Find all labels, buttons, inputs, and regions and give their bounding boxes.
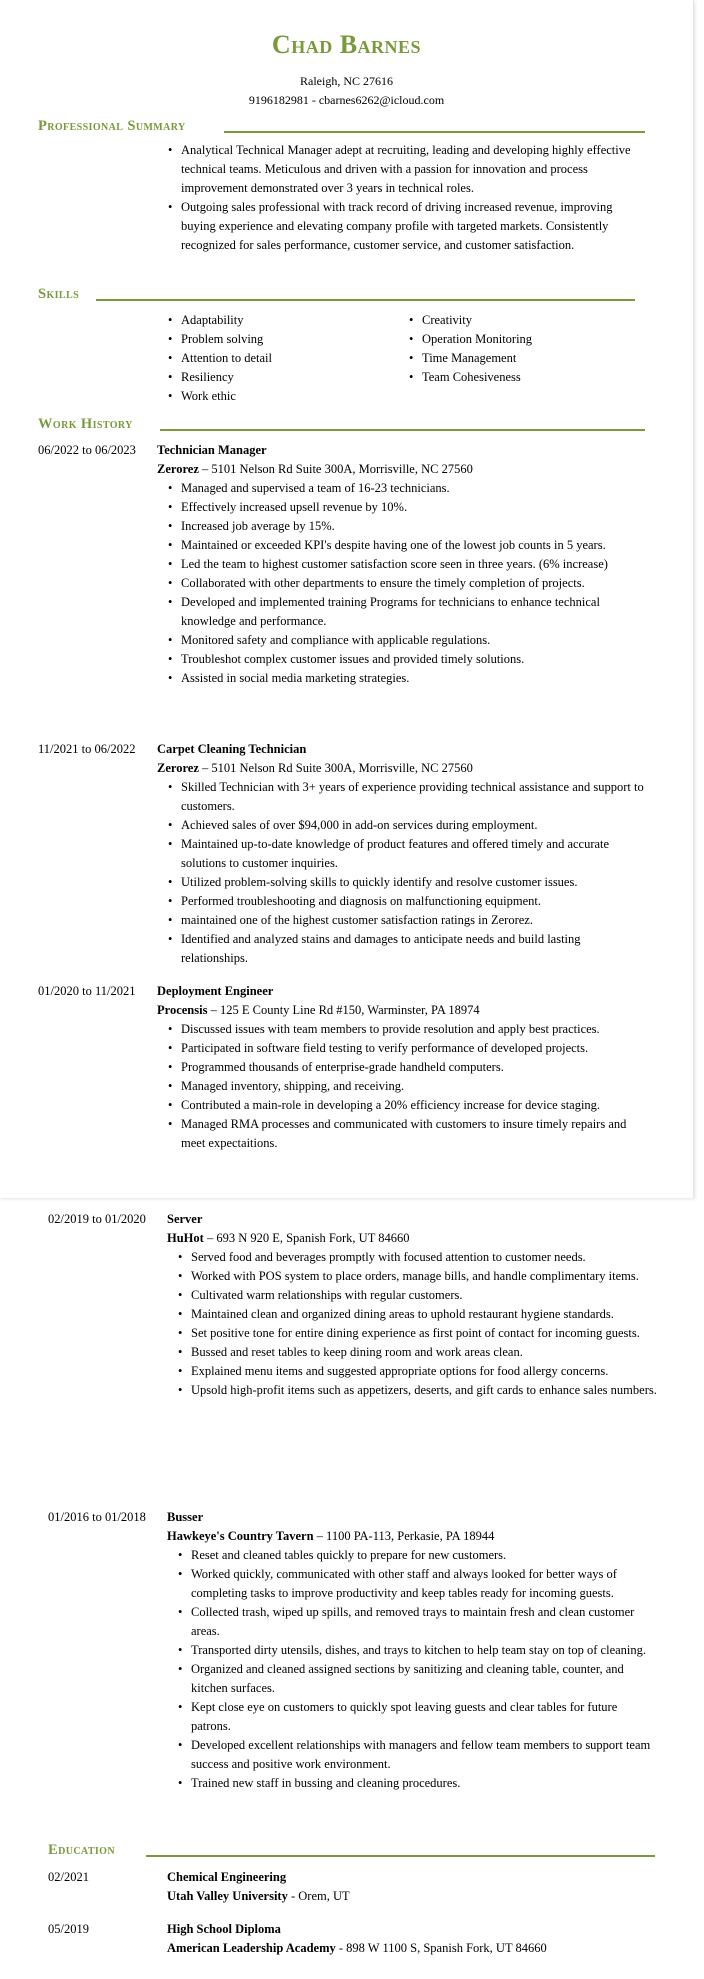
skill-item: • Operation Monitoring xyxy=(406,330,646,349)
contact-line xyxy=(0,91,693,110)
job-bullet: • Trained new staff in bussing and cleaning procedures. xyxy=(175,1774,657,1793)
job-employer xyxy=(157,759,647,778)
education-institution xyxy=(167,1887,657,1906)
skills-column-2 xyxy=(406,311,646,387)
skills-section-header xyxy=(38,286,635,306)
education-entry xyxy=(167,1868,657,1906)
skills-column-1 xyxy=(165,311,405,406)
job-entry xyxy=(167,1508,657,1793)
job-bullet: • Monitored safety and compliance with applicable regulations. xyxy=(165,631,647,650)
job-company: Hawkeye's Country Tavern xyxy=(167,1529,314,1543)
summary-section-header xyxy=(38,118,645,138)
job-dates: 02/2019 to 01/2020 xyxy=(48,1212,146,1226)
skill-item: • Resiliency xyxy=(165,368,405,387)
job-bullet: • Collected trash, wiped up spills, and removed trays to maintain fresh and clean customer areas. xyxy=(175,1603,657,1641)
job-bullet: • Upsold high-profit items such as appetizers, deserts, and gift cards to enhance sales numbers. xyxy=(175,1381,657,1400)
education-school: American Leadership Academy xyxy=(167,1941,336,1955)
job-bullet: • Discussed issues with team members to provide resolution and apply best practices. xyxy=(165,1020,647,1039)
contact-location: Raleigh, NC 27616 xyxy=(300,74,393,88)
job-company: HuHot xyxy=(167,1231,204,1245)
job-title: Busser xyxy=(167,1510,204,1524)
job-bullet: • Transported dirty utensils, dishes, and trays to kitchen to help team stay on top of cleaning. xyxy=(175,1641,657,1660)
summary-item: • Outgoing sales professional with track record of driving increased revenue, improving buying experience and elevating company profile with targeted markets. Consistently recognized for sales performance, customer service, and customer satisfaction. xyxy=(165,198,650,255)
education-date: 05/2019 xyxy=(48,1922,89,1936)
job-company: Zerorez xyxy=(157,761,199,775)
job-bullet: • Developed and implemented training Programs for technicians to enhance technical knowledge and performance. xyxy=(165,593,647,631)
job-bullet: • Effectively increased upsell revenue by 10%. xyxy=(165,498,647,517)
section-divider xyxy=(146,1855,655,1857)
job-bullet: • Maintained clean and organized dining areas to uphold restaurant hygiene standards. xyxy=(175,1305,657,1324)
job-title: Carpet Cleaning Technician xyxy=(157,742,307,756)
job-bullet: • Managed and supervised a team of 16-23 technicians. xyxy=(165,479,647,498)
section-divider xyxy=(96,299,635,301)
job-bullet: • Served food and beverages promptly with focused attention to customer needs. xyxy=(175,1248,657,1267)
job-bullet: • Kept close eye on customers to quickly spot leaving guests and clear tables for future patrons. xyxy=(175,1698,657,1736)
job-bullet: • maintained one of the highest customer satisfaction ratings in Zerorez. xyxy=(165,911,647,930)
job-bullet: • Explained menu items and suggested appropriate options for food allergy concerns. xyxy=(175,1362,657,1381)
job-bullet: • Utilized problem-solving skills to quickly identify and resolve customer issues. xyxy=(165,873,647,892)
candidate-name: Chad Barnes xyxy=(271,30,422,59)
job-bullet: • Cultivated warm relationships with regular customers. xyxy=(175,1286,657,1305)
job-title: Deployment Engineer xyxy=(157,984,274,998)
skill-item: • Attention to detail xyxy=(165,349,405,368)
job-bullet: • Increased job average by 15%. xyxy=(165,517,647,536)
job-bullet: • Developed excellent relationships with managers and fellow team members to support team success and positive work environment. xyxy=(175,1736,657,1774)
education-section-header xyxy=(48,1842,655,1862)
job-entry xyxy=(157,982,647,1153)
skill-item: • Team Cohesiveness xyxy=(406,368,646,387)
job-entry xyxy=(157,740,647,968)
job-dates: 01/2016 to 01/2018 xyxy=(48,1510,146,1524)
job-bullet: • Contributed a main-role in developing a 20% efficiency increase for device staging. xyxy=(165,1096,647,1115)
job-location: – 1100 PA-113, Perkasie, PA 18944 xyxy=(313,1529,495,1543)
skill-item: • Problem solving xyxy=(165,330,405,349)
job-bullet: • Bussed and reset tables to keep dining room and work areas clean. xyxy=(175,1343,657,1362)
job-dates: 01/2020 to 11/2021 xyxy=(38,984,136,998)
skills-title: Skills xyxy=(38,286,80,302)
job-location: – 125 E County Line Rd #150, Warminster, PA 18974 xyxy=(207,1003,480,1017)
education-entry xyxy=(167,1920,657,1958)
education-degree: Chemical Engineering xyxy=(167,1870,287,1884)
skill-item: • Time Management xyxy=(406,349,646,368)
job-bullet: • Worked with POS system to place orders, manage bills, and handle complimentary items. xyxy=(175,1267,657,1286)
education-location: - Orem, UT xyxy=(287,1889,350,1903)
job-bullet: • Led the team to highest customer satisfaction score seen in three years. (6% increase) xyxy=(165,555,647,574)
job-bullet: • Organized and cleaned assigned sections by sanitizing and cleaning table, counter, and kitchen surfaces. xyxy=(175,1660,657,1698)
contact-phone: 9196182981 xyxy=(248,93,309,107)
section-divider xyxy=(224,131,645,133)
education-date: 02/2021 xyxy=(48,1870,89,1884)
job-bullet: • Participated in software field testing to verify performance of developed projects. xyxy=(165,1039,647,1058)
job-location: – 693 N 920 E, Spanish Fork, UT 84660 xyxy=(203,1231,410,1245)
job-dates: 11/2021 to 06/2022 xyxy=(38,742,136,756)
job-bullet: • Programmed thousands of enterprise-grade handheld computers. xyxy=(165,1058,647,1077)
skill-item: • Creativity xyxy=(406,311,646,330)
job-bullet: • Set positive tone for entire dining experience as first point of contact for incoming guests. xyxy=(175,1324,657,1343)
education-title: Education xyxy=(48,1842,115,1858)
summary-title: Professional Summary xyxy=(38,118,186,134)
job-bullet: • Performed troubleshooting and diagnosis on malfunctioning equipment. xyxy=(165,892,647,911)
education-location: - 898 W 1100 S, Spanish Fork, UT 84660 xyxy=(335,1941,547,1955)
skill-item: • Adaptability xyxy=(165,311,405,330)
job-bullet: • Managed RMA processes and communicated with customers to insure timely repairs and meet expectaitions. xyxy=(165,1115,647,1153)
job-company: Zerorez xyxy=(157,462,199,476)
job-employer xyxy=(157,460,647,479)
contact-separator: - xyxy=(308,93,319,107)
job-bullet: • Maintained up-to-date knowledge of product features and offered timely and accurate solutions to customer inquiries. xyxy=(165,835,647,873)
job-bullet: • Achieved sales of over $94,000 in add-on services during employment. xyxy=(165,816,647,835)
resume-page-2 xyxy=(10,1204,703,1979)
job-bullet: • Skilled Technician with 3+ years of experience providing technical assistance and support to customers. xyxy=(165,778,647,816)
job-location: – 5101 Nelson Rd Suite 300A, Morrisville, NC 27560 xyxy=(198,462,473,476)
job-title: Server xyxy=(167,1212,203,1226)
job-employer xyxy=(157,1001,647,1020)
job-location: – 5101 Nelson Rd Suite 300A, Morrisville, NC 27560 xyxy=(198,761,473,775)
education-institution xyxy=(167,1939,657,1958)
job-bullet: • Collaborated with other departments to ensure the timely completion of projects. xyxy=(165,574,647,593)
job-bullet: • Reset and cleaned tables quickly to prepare for new customers. xyxy=(175,1546,657,1565)
job-title: Technician Manager xyxy=(157,443,267,457)
section-divider xyxy=(160,429,645,431)
skill-item: • Work ethic xyxy=(165,387,405,406)
job-employer xyxy=(167,1527,657,1546)
job-bullet: • Troubleshot complex customer issues and provided timely solutions. xyxy=(165,650,647,669)
education-degree: High School Diploma xyxy=(167,1922,281,1936)
job-company: Procensis xyxy=(157,1003,208,1017)
job-employer xyxy=(167,1229,657,1248)
summary-item: • Analytical Technical Manager adept at recruiting, leading and developing highly effective technical teams. Meticulous and driven with a passion for innovation and process improvement demonstrated over 3 years in technical roles. xyxy=(165,141,650,198)
job-bullet: • Maintained or exceeded KPI's despite having one of the lowest job counts in 5 years. xyxy=(165,536,647,555)
job-entry xyxy=(167,1210,657,1400)
job-bullet: • Worked quickly, communicated with other staff and always looked for better ways of completing tasks to improve productivity and keep tables ready for incoming guests. xyxy=(175,1565,657,1603)
summary-list xyxy=(165,141,650,255)
work-section-header xyxy=(38,416,645,436)
job-bullet: • Identified and analyzed stains and damages to anticipate needs and build lasting relationships. xyxy=(165,930,647,968)
job-bullet: • Assisted in social media marketing strategies. xyxy=(165,669,647,688)
job-bullet: • Managed inventory, shipping, and receiving. xyxy=(165,1077,647,1096)
contact-email[interactable]: cbarnes6262@icloud.com xyxy=(318,93,445,107)
job-dates: 06/2022 to 06/2023 xyxy=(38,443,136,457)
work-title: Work History xyxy=(38,416,133,432)
education-school: Utah Valley University xyxy=(167,1889,288,1903)
job-entry xyxy=(157,441,647,688)
